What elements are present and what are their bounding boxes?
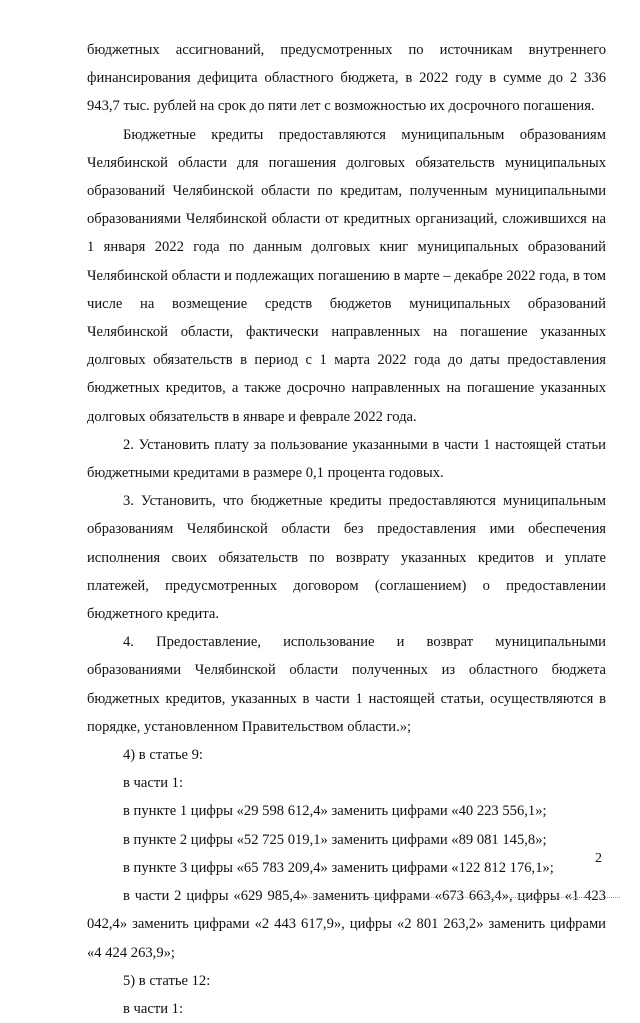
- paragraph: Бюджетные кредиты предоставляются муниципальным образованиям Челябинской области для погашения долговых обязательств муниципальных образований Челябинской области по кредитам, полученным муниципальными образованиями Челябинской области от кредитных организаций, сложившихся на 1 января 2022 года по данным долговых книг муниципальных образований Челябинской области и подлежащих погашению в марте – декабре 2022 года, в том числе на возмещение средств бюджетов муниципальных образований Челябинской области, фактически направленных на погашение указанных долговых обязательств в период с 1 марта 2022 года до даты предоставления бюджетных кредитов, а также досрочно направленных на погашение указанных долговых обязательств в январе и феврале 2022 года.: [87, 126, 606, 425]
- paragraph: в части 1:: [123, 775, 184, 792]
- document-body: [87, 36, 606, 1023]
- paragraph: в пункте 1 цифры «29 598 612,4» заменить цифрами «40 223 556,1»;: [123, 803, 547, 820]
- paragraph: бюджетных ассигнований, предусмотренных по источникам внутреннего финансирования дефицита областного бюджета, в 2022 году в сумме до 2 336 943,7 тыс. рублей на срок до пяти лет с возможностью их досрочного погашения.: [87, 42, 606, 115]
- paragraph: в части 1:: [123, 1000, 184, 1017]
- paragraph: 2. Установить плату за пользование указанными в части 1 настоящей статьи бюджетными кредитами в размере 0,1 процента годовых.: [87, 436, 606, 482]
- paragraph: в пункте 3 цифры «65 783 209,4» заменить цифрами «122 812 176,1»;: [123, 859, 554, 876]
- footer-divider: [300, 897, 620, 898]
- paragraph: 4. Предоставление, использование и возврат муниципальными образованиями Челябинской области полученных из областного бюджета бюджетных кредитов, указанных в части 1 настоящей статьи, осуществляются в порядке, установленном Правительством области.»;: [87, 634, 606, 735]
- paragraph: 4) в статье 9:: [123, 747, 203, 764]
- paragraph: 5) в статье 12:: [123, 972, 211, 989]
- paragraph: в части 2 цифры «629 985,4» заменить цифрами «673 663,4», цифры «1 423 042,4» заменить цифрами «2 443 617,9», цифры «2 801 263,2» заменить цифрами «4 424 263,9»;: [87, 888, 606, 961]
- page-number: 2: [595, 851, 602, 866]
- paragraph: 3. Установить, что бюджетные кредиты предоставляются муниципальным образованиям Челябинской области без предоставления ими обеспечения исполнения своих обязательств по возврату указанных кредитов и уплате платежей, предусмотренных договором (соглашением) о предоставлении бюджетного кредита.: [87, 493, 606, 623]
- paragraph: в пункте 2 цифры «52 725 019,1» заменить цифрами «89 081 145,8»;: [123, 831, 547, 848]
